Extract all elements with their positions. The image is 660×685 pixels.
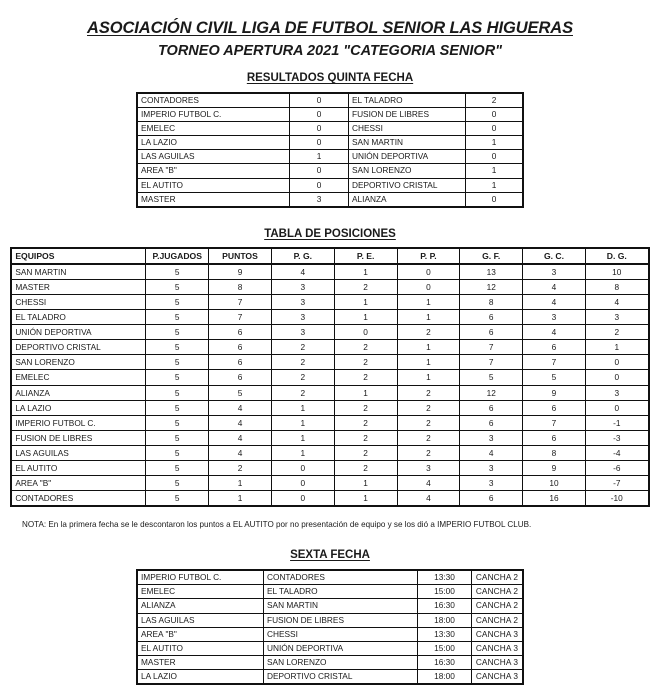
standings-lost: 0 [397, 279, 460, 294]
standings-goals-against: 7 [523, 355, 586, 370]
results-table [136, 92, 524, 208]
standings-row [11, 491, 648, 507]
standings-won: 2 [271, 340, 334, 355]
result-away-team: UNIÓN DEPORTIVA [349, 150, 466, 164]
standings-lost: 4 [397, 476, 460, 491]
footnote: NOTA: En la primera fecha se le descontaron los puntos a EL AUTITO por no presentación de equipo y se los dió a IMPERIO FUTBOL CLUB. [22, 520, 532, 530]
fixture-field: CANCHA 3 [472, 669, 524, 684]
fixture-away-team: FUSION DE LIBRES [264, 613, 418, 627]
result-away-team: DEPORTIVO CRISTAL [349, 178, 466, 192]
standings-won: 3 [271, 310, 334, 325]
result-away-score: 0 [466, 108, 524, 122]
standings-goals-against: 6 [523, 340, 586, 355]
standings-team-name: MASTER [11, 279, 146, 294]
standings-column-header: EQUIPOS [11, 248, 146, 264]
standings-goal-difference: -6 [585, 460, 648, 475]
standings-points: 7 [209, 294, 272, 309]
results-row [137, 122, 523, 136]
fixture-field: CANCHA 2 [472, 599, 524, 613]
standings-goals-for: 6 [460, 325, 523, 340]
fixture-home-team: AREA "B" [137, 627, 264, 641]
standings-points: 6 [209, 370, 272, 385]
fixture-field: CANCHA 3 [472, 627, 524, 641]
standings-team-name: LAS AGUILAS [11, 445, 146, 460]
standings-goal-difference: -4 [585, 445, 648, 460]
standings-goals-for: 3 [460, 476, 523, 491]
fixture-away-team: CONTADORES [264, 570, 418, 585]
result-home-team: AREA "B" [137, 164, 290, 178]
standings-won: 0 [271, 460, 334, 475]
standings-points: 2 [209, 460, 272, 475]
result-home-score: 3 [290, 192, 349, 207]
fixture-time: 16:30 [418, 655, 472, 669]
standings-played: 5 [146, 370, 209, 385]
result-home-score: 1 [290, 150, 349, 164]
standings-goal-difference: 8 [585, 279, 648, 294]
standings-played: 5 [146, 279, 209, 294]
standings-goals-against: 9 [523, 460, 586, 475]
fixture-time: 15:00 [418, 585, 472, 599]
result-away-score: 1 [466, 164, 524, 178]
standings-goals-for: 7 [460, 340, 523, 355]
fixture-away-team: CHESSI [264, 627, 418, 641]
fixture-row [137, 655, 523, 669]
result-away-team: CHESSI [349, 122, 466, 136]
standings-goals-against: 9 [523, 385, 586, 400]
fixture-field: CANCHA 2 [472, 613, 524, 627]
standings-team-name: SAN MARTIN [11, 264, 146, 280]
standings-goals-against: 3 [523, 264, 586, 280]
standings-points: 1 [209, 476, 272, 491]
standings-points: 9 [209, 264, 272, 280]
result-away-score: 1 [466, 136, 524, 150]
standings-team-name: EMELEC [11, 370, 146, 385]
sexta-fecha-table-container [0, 569, 660, 685]
standings-played: 5 [146, 310, 209, 325]
fixture-time: 18:00 [418, 613, 472, 627]
fixture-row [137, 669, 523, 684]
standings-points: 8 [209, 279, 272, 294]
standings-column-header: P. G. [271, 248, 334, 264]
standings-lost: 2 [397, 325, 460, 340]
result-away-team: SAN MARTIN [349, 136, 466, 150]
standings-drawn: 1 [334, 491, 397, 507]
standings-team-name: AREA "B" [11, 476, 146, 491]
standings-goals-against: 3 [523, 310, 586, 325]
standings-team-name: EL TALADRO [11, 310, 146, 325]
result-home-team: LA LAZIO [137, 136, 290, 150]
result-away-team: EL TALADRO [349, 93, 466, 108]
standings-won: 3 [271, 294, 334, 309]
standings-team-name: CHESSI [11, 294, 146, 309]
fixture-home-team: LAS AGUILAS [137, 613, 264, 627]
standings-played: 5 [146, 415, 209, 430]
standings-lost: 1 [397, 355, 460, 370]
standings-column-header: G. F. [460, 248, 523, 264]
fixture-away-team: SAN LORENZO [264, 655, 418, 669]
standings-played: 5 [146, 445, 209, 460]
standings-drawn: 2 [334, 370, 397, 385]
result-away-team: FUSION DE LIBRES [349, 108, 466, 122]
standings-goals-against: 6 [523, 430, 586, 445]
standings-row [11, 445, 648, 460]
standings-goals-against: 5 [523, 370, 586, 385]
standings-goals-for: 12 [460, 385, 523, 400]
fixture-time: 16:30 [418, 599, 472, 613]
standings-row [11, 294, 648, 309]
standings-goals-for: 8 [460, 294, 523, 309]
standings-row [11, 310, 648, 325]
result-home-score: 0 [290, 108, 349, 122]
fixture-field: CANCHA 2 [472, 585, 524, 599]
result-away-score: 0 [466, 192, 524, 207]
fixture-home-team: EL AUTITO [137, 641, 264, 655]
standings-won: 1 [271, 415, 334, 430]
standings-goals-for: 13 [460, 264, 523, 280]
standings-goal-difference: 0 [585, 370, 648, 385]
standings-points: 4 [209, 445, 272, 460]
fixture-row [137, 641, 523, 655]
fixture-away-team: SAN MARTIN [264, 599, 418, 613]
standings-column-header: P. P. [397, 248, 460, 264]
result-home-team: EMELEC [137, 122, 290, 136]
standings-header-row [11, 248, 648, 264]
standings-goal-difference: 3 [585, 310, 648, 325]
fixture-field: CANCHA 3 [472, 641, 524, 655]
standings-played: 5 [146, 460, 209, 475]
standings-team-name: CONTADORES [11, 491, 146, 507]
result-home-team: MASTER [137, 192, 290, 207]
result-home-score: 0 [290, 164, 349, 178]
standings-lost: 1 [397, 310, 460, 325]
standings-played: 5 [146, 491, 209, 507]
standings-won: 3 [271, 325, 334, 340]
standings-drawn: 2 [334, 430, 397, 445]
fixture-row [137, 570, 523, 585]
standings-team-name: SAN LORENZO [11, 355, 146, 370]
results-row [137, 192, 523, 207]
sexta-fecha-section-heading: SEXTA FECHA [290, 549, 370, 562]
standings-points: 4 [209, 415, 272, 430]
standings-column-header: P. E. [334, 248, 397, 264]
standings-team-name: IMPERIO FUTBOL C. [11, 415, 146, 430]
standings-lost: 2 [397, 385, 460, 400]
standings-row [11, 385, 648, 400]
standings-won: 4 [271, 264, 334, 280]
standings-goals-for: 6 [460, 491, 523, 507]
results-row [137, 150, 523, 164]
standings-goals-against: 10 [523, 476, 586, 491]
standings-column-header: PUNTOS [209, 248, 272, 264]
fixture-row [137, 613, 523, 627]
result-away-team: ALIANZA [349, 192, 466, 207]
standings-row [11, 430, 648, 445]
standings-drawn: 2 [334, 415, 397, 430]
standings-row [11, 460, 648, 475]
standings-lost: 3 [397, 460, 460, 475]
fixture-field: CANCHA 3 [472, 655, 524, 669]
fixture-field: CANCHA 2 [472, 570, 524, 585]
sexta-fecha-table [136, 569, 524, 685]
result-away-score: 0 [466, 150, 524, 164]
standings-lost: 2 [397, 430, 460, 445]
standings-drawn: 1 [334, 294, 397, 309]
standings-played: 5 [146, 430, 209, 445]
fixture-row [137, 627, 523, 641]
results-row [137, 164, 523, 178]
standings-table-container [0, 247, 660, 508]
standings-points: 6 [209, 355, 272, 370]
page-title: ASOCIACIÓN CIVIL LIGA DE FUTBOL SENIOR LAS HIGUERAS [87, 19, 573, 37]
standings-team-name: DEPORTIVO CRISTAL [11, 340, 146, 355]
fixture-home-team: ALIANZA [137, 599, 264, 613]
standings-goal-difference: -10 [585, 491, 648, 507]
result-away-score: 0 [466, 122, 524, 136]
fixture-home-team: MASTER [137, 655, 264, 669]
result-away-score: 2 [466, 93, 524, 108]
standings-lost: 1 [397, 340, 460, 355]
fixture-row [137, 585, 523, 599]
standings-won: 0 [271, 491, 334, 507]
standings-goals-against: 4 [523, 279, 586, 294]
standings-played: 5 [146, 476, 209, 491]
standings-points: 6 [209, 340, 272, 355]
standings-team-name: FUSION DE LIBRES [11, 430, 146, 445]
standings-goal-difference: 3 [585, 385, 648, 400]
standings-goal-difference: 2 [585, 325, 648, 340]
fixture-time: 18:00 [418, 669, 472, 684]
standings-row [11, 476, 648, 491]
standings-goals-for: 6 [460, 415, 523, 430]
standings-drawn: 2 [334, 355, 397, 370]
standings-lost: 2 [397, 445, 460, 460]
standings-lost: 4 [397, 491, 460, 507]
result-home-score: 0 [290, 122, 349, 136]
standings-goals-against: 7 [523, 415, 586, 430]
standings-drawn: 1 [334, 476, 397, 491]
standings-goals-against: 4 [523, 294, 586, 309]
standings-points: 1 [209, 491, 272, 507]
standings-row [11, 264, 648, 280]
fixture-away-team: EL TALADRO [264, 585, 418, 599]
standings-goal-difference: -1 [585, 415, 648, 430]
result-home-score: 0 [290, 93, 349, 108]
standings-goal-difference: -3 [585, 430, 648, 445]
standings-goals-for: 3 [460, 430, 523, 445]
standings-won: 1 [271, 430, 334, 445]
standings-won: 0 [271, 476, 334, 491]
standings-drawn: 0 [334, 325, 397, 340]
standings-goal-difference: -7 [585, 476, 648, 491]
fixture-row [137, 599, 523, 613]
result-home-team: LAS AGUILAS [137, 150, 290, 164]
standings-points: 4 [209, 400, 272, 415]
results-section-heading: RESULTADOS QUINTA FECHA [246, 72, 414, 84]
standings-lost: 1 [397, 370, 460, 385]
result-away-team: SAN LORENZO [349, 164, 466, 178]
standings-won: 3 [271, 279, 334, 294]
standings-row [11, 325, 648, 340]
standings-team-name: UNIÓN DEPORTIVA [11, 325, 146, 340]
standings-lost: 1 [397, 294, 460, 309]
standings-goal-difference: 10 [585, 264, 648, 280]
standings-drawn: 2 [334, 340, 397, 355]
standings-lost: 2 [397, 400, 460, 415]
standings-goals-against: 8 [523, 445, 586, 460]
results-table-container [0, 92, 660, 208]
standings-table [10, 247, 649, 508]
standings-won: 2 [271, 355, 334, 370]
standings-points: 7 [209, 310, 272, 325]
standings-drawn: 1 [334, 310, 397, 325]
result-away-score: 1 [466, 178, 524, 192]
result-home-score: 0 [290, 178, 349, 192]
standings-row [11, 340, 648, 355]
standings-row [11, 370, 648, 385]
standings-won: 2 [271, 385, 334, 400]
standings-goal-difference: 0 [585, 355, 648, 370]
result-home-team: EL AUTITO [137, 178, 290, 192]
standings-column-header: P.JUGADOS [146, 248, 209, 264]
standings-played: 5 [146, 264, 209, 280]
fixture-time: 13:30 [418, 627, 472, 641]
standings-row [11, 400, 648, 415]
standings-goals-against: 16 [523, 491, 586, 507]
standings-row [11, 415, 648, 430]
fixture-time: 13:30 [418, 570, 472, 585]
standings-drawn: 2 [334, 400, 397, 415]
standings-goals-for: 6 [460, 400, 523, 415]
standings-played: 5 [146, 400, 209, 415]
fixture-home-team: IMPERIO FUTBOL C. [137, 570, 264, 585]
standings-team-name: EL AUTITO [11, 460, 146, 475]
standings-won: 1 [271, 445, 334, 460]
standings-column-header: G. C. [523, 248, 586, 264]
standings-section-heading: TABLA DE POSICIONES [264, 227, 396, 240]
fixture-away-team: DEPORTIVO CRISTAL [264, 669, 418, 684]
standings-drawn: 1 [334, 264, 397, 280]
fixture-home-team: EMELEC [137, 585, 264, 599]
standings-goal-difference: 4 [585, 294, 648, 309]
results-row [137, 93, 523, 108]
standings-drawn: 2 [334, 279, 397, 294]
standings-played: 5 [146, 340, 209, 355]
standings-points: 4 [209, 430, 272, 445]
results-row [137, 108, 523, 122]
standings-played: 5 [146, 325, 209, 340]
result-home-score: 0 [290, 136, 349, 150]
standings-played: 5 [146, 355, 209, 370]
standings-drawn: 2 [334, 460, 397, 475]
fixture-home-team: LA LAZIO [137, 669, 264, 684]
standings-team-name: LA LAZIO [11, 400, 146, 415]
standings-column-header: D. G. [585, 248, 648, 264]
standings-points: 5 [209, 385, 272, 400]
standings-goals-for: 5 [460, 370, 523, 385]
standings-goals-for: 12 [460, 279, 523, 294]
fixture-time: 15:00 [418, 641, 472, 655]
standings-lost: 0 [397, 264, 460, 280]
results-row [137, 136, 523, 150]
standings-won: 2 [271, 370, 334, 385]
standings-goals-against: 6 [523, 400, 586, 415]
standings-drawn: 2 [334, 445, 397, 460]
fixture-away-team: UNIÓN DEPORTIVA [264, 641, 418, 655]
standings-goals-for: 6 [460, 310, 523, 325]
standings-lost: 2 [397, 415, 460, 430]
standings-row [11, 355, 648, 370]
standings-goals-for: 7 [460, 355, 523, 370]
standings-played: 5 [146, 294, 209, 309]
result-home-team: CONTADORES [137, 93, 290, 108]
standings-goals-against: 4 [523, 325, 586, 340]
standings-goals-for: 4 [460, 445, 523, 460]
standings-goal-difference: 1 [585, 340, 648, 355]
standings-won: 1 [271, 400, 334, 415]
standings-drawn: 1 [334, 385, 397, 400]
result-home-team: IMPERIO FUTBOL C. [137, 108, 290, 122]
standings-goals-for: 3 [460, 460, 523, 475]
standings-played: 5 [146, 385, 209, 400]
page-subtitle: TORNEO APERTURA 2021 "CATEGORIA SENIOR" [157, 43, 503, 59]
standings-team-name: ALIANZA [11, 385, 146, 400]
results-row [137, 178, 523, 192]
standings-row [11, 279, 648, 294]
standings-goal-difference: 0 [585, 400, 648, 415]
standings-points: 6 [209, 325, 272, 340]
